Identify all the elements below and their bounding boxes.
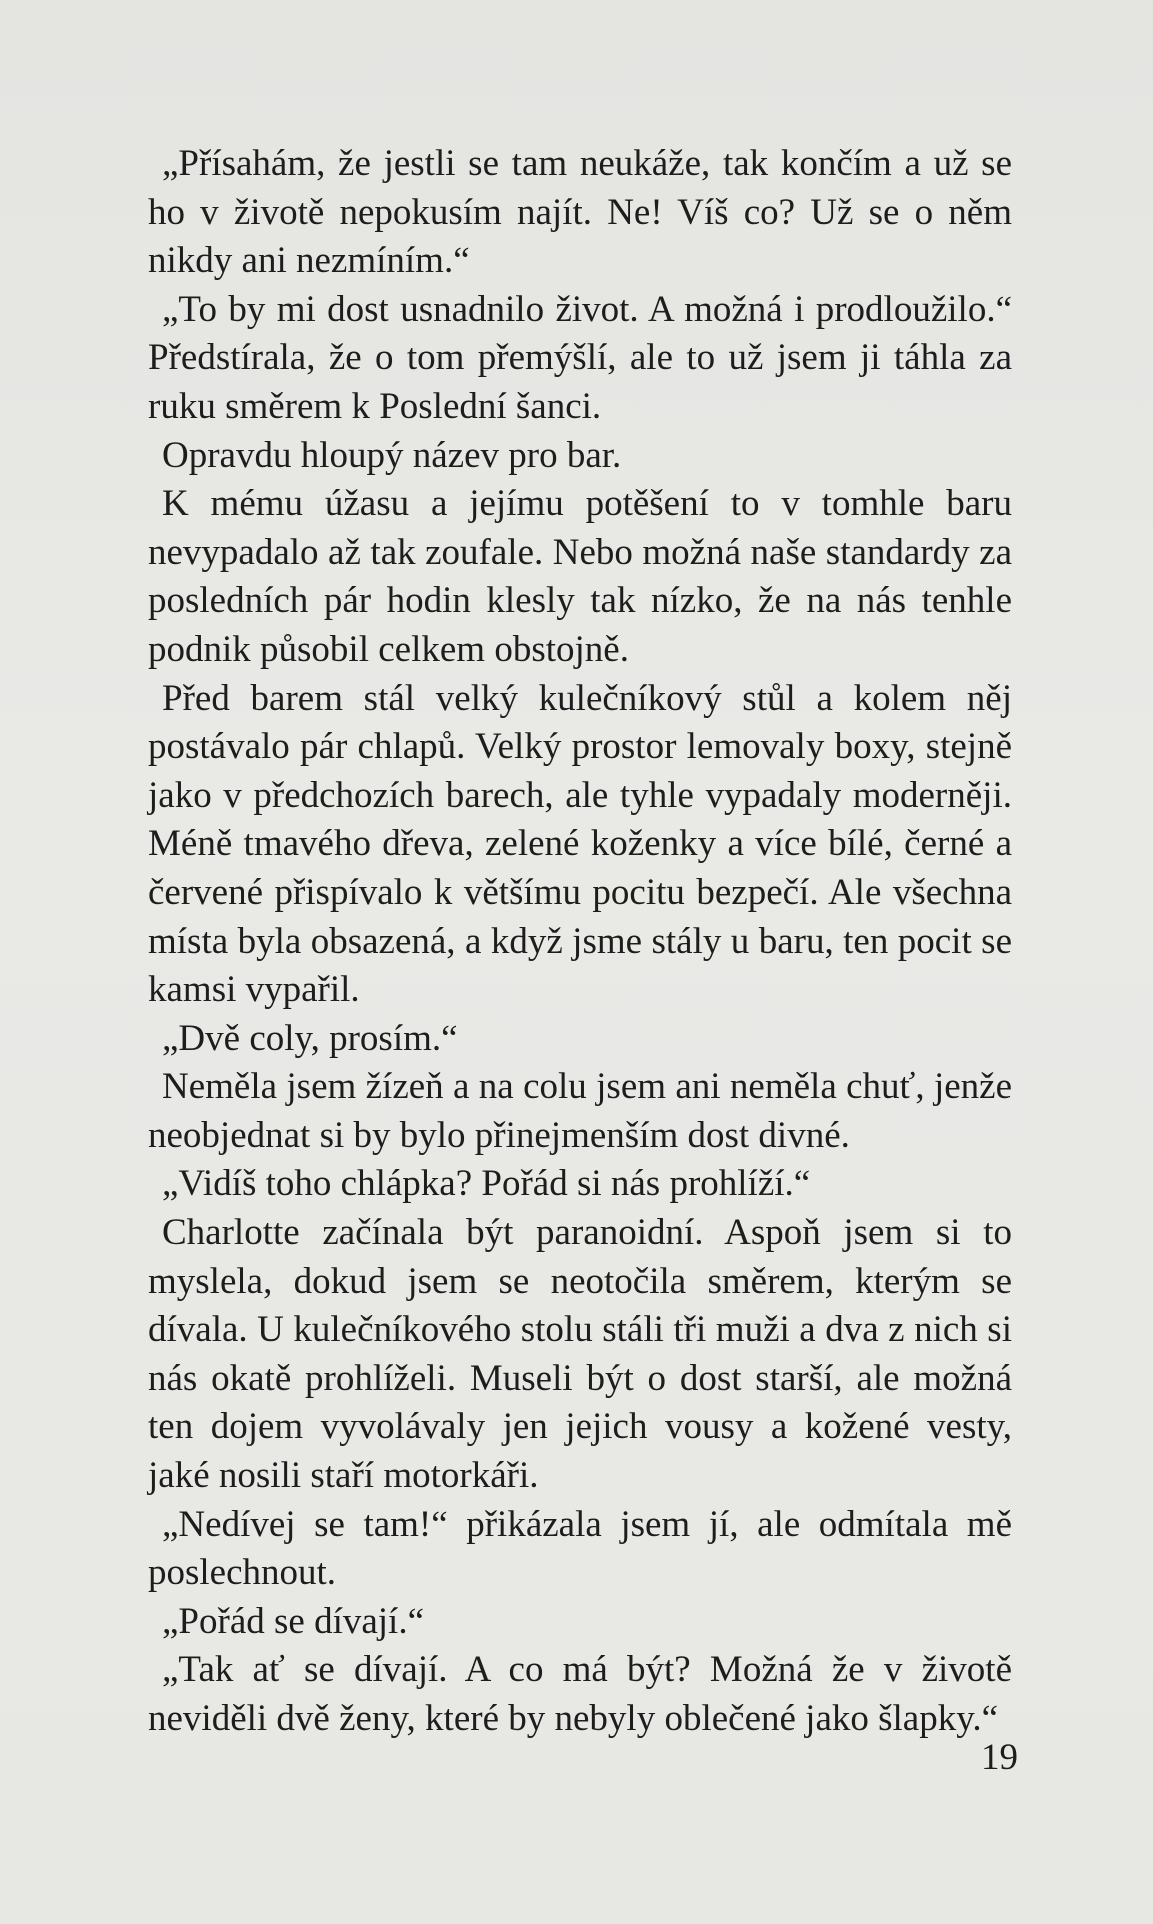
paragraph: „To by mi dost usnadnilo život. A možná i prodloužilo.“ Předstírala, že o tom přemýšlí, ale to už jsem ji táhla za ruku směrem k Poslední šanci. bbox=[148, 288, 1012, 427]
paragraph: Charlotte začínala být paranoidní. Aspoň jsem si to myslela, dokud jsem se neotočila směrem, kterým se dívala. U kulečníkového stolu stáli tři muži a dva z nich si nás okatě prohlíželi. Museli být o dost starší, ale možná ten dojem vyvolávaly jen jejich vousy a kožené vesty, jaké nosili staří motorkáři. bbox=[148, 1212, 1012, 1497]
page-number: 19 bbox=[981, 1737, 1018, 1778]
paragraph: „Pořád se dívají.“ bbox=[162, 1600, 424, 1642]
paragraph: „Dvě coly, prosím.“ bbox=[162, 1017, 458, 1059]
paragraph: Před barem stál velký kulečníkový stůl a kolem něj postávalo pár chlapů. Velký prostor lemovaly boxy, stejně jako v předchozích barech, ale tyhle vypadaly moderněji. Méně tmavého dřeva, zelené koženky a více bílé, černé a červené přispívalo k většímu pocitu bezpečí. Ale všechna místa byla obsazená, a když jsme stály u baru, ten pocit se kamsi vypařil. bbox=[148, 677, 1012, 1011]
paragraph: K mému úžasu a jejímu potěšení to v tomhle baru nevypadalo až tak zoufale. Nebo možná naše standardy za posledních pár hodin klesly tak nízko, že na nás tenhle podnik působil celkem obstojně. bbox=[148, 483, 1012, 670]
paragraph: Opravdu hloupý název pro bar. bbox=[162, 434, 622, 476]
paragraph: „Vidíš toho chlápka? Pořád si nás prohlíží.“ bbox=[162, 1163, 811, 1205]
body-text bbox=[148, 140, 1012, 1744]
paragraph: Neměla jsem žízeň a na colu jsem ani neměla chuť, jenže neobjednat si by bylo přinejmenším dost divné. bbox=[148, 1066, 1012, 1156]
paragraph: „Nedívej se tam!“ přikázala jsem jí, ale odmítala mě poslechnout. bbox=[148, 1503, 1012, 1594]
paragraph: „Přísahám, že jestli se tam neukáže, tak končím a už se ho v životě nepokusím najít. Ne! Víš co? Už se o něm nikdy ani nezmíním.“ bbox=[148, 143, 1012, 282]
paragraph: „Tak ať se dívají. A co má být? Možná že v životě neviděli dvě ženy, které by nebyly oblečené jako šlapky.“ bbox=[148, 1649, 1012, 1739]
